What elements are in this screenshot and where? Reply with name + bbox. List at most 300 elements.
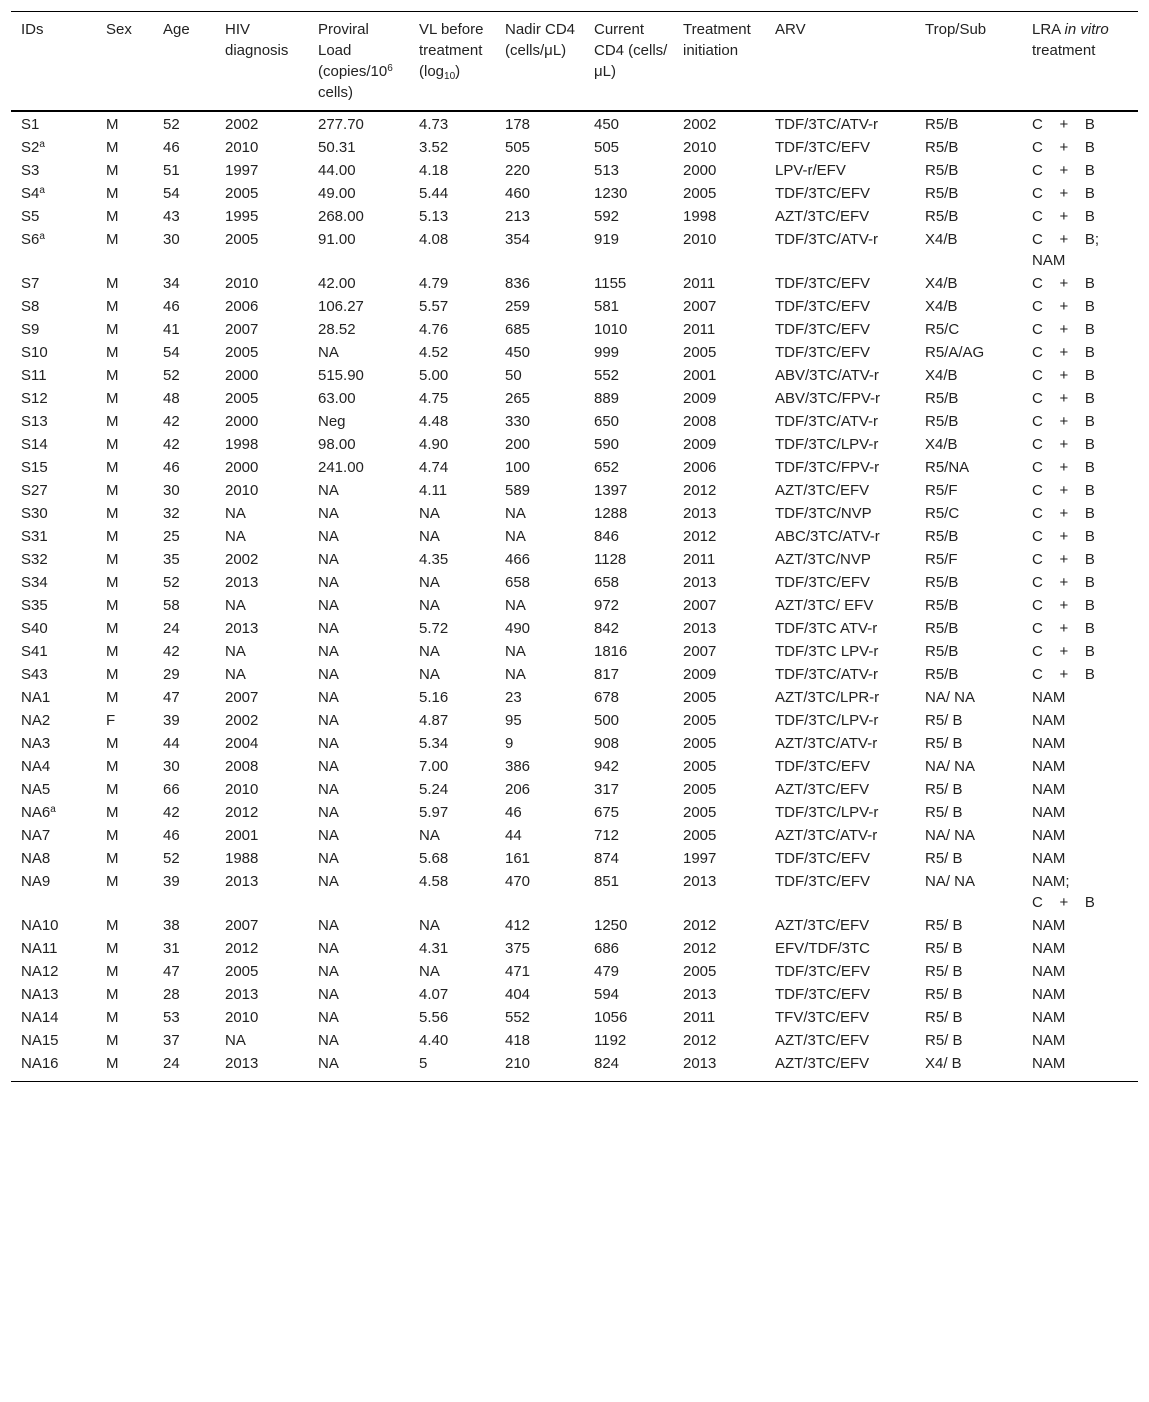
cell-lra-treatment-text: C + B: [1032, 321, 1095, 338]
table-row: [11, 434, 1138, 457]
cell-treatment-initiation-text: 2013: [683, 505, 717, 522]
cell-lra-treatment: [1022, 1007, 1138, 1030]
cell-arv: [765, 756, 915, 779]
cell-lra-treatment: [1022, 160, 1138, 183]
cell-treatment-initiation: [673, 160, 765, 183]
cell-id: [11, 457, 96, 480]
cell-vl: [409, 503, 495, 526]
cell-sex-text: M: [106, 940, 119, 957]
cell-arv-text: TDF/3TC/NVP: [775, 505, 872, 522]
cell-id-text: NA12: [21, 963, 59, 980]
cell-lra-treatment: [1022, 365, 1138, 388]
table-row: [11, 710, 1138, 733]
cell-hiv-diagnosis-text: 2008: [225, 758, 259, 775]
cell-trop-sub-text: R5/B: [925, 390, 959, 407]
cell-id: [11, 710, 96, 733]
cell-nadir-cd4-text: 354: [505, 231, 531, 248]
cell-hiv-diagnosis-text: 2005: [225, 344, 259, 361]
cell-sex: [96, 825, 153, 848]
cell-treatment-initiation: [673, 1007, 765, 1030]
cell-id: [11, 434, 96, 457]
cell-age: [153, 526, 215, 549]
cell-arv: [765, 825, 915, 848]
cell-id-text: S43: [21, 666, 48, 683]
cell-arv-text: TDF/3TC/EFV: [775, 139, 871, 156]
cell-id: [11, 802, 96, 825]
cell-treatment-initiation: [673, 687, 765, 710]
cell-age: [153, 1030, 215, 1053]
cell-hiv-diagnosis-text: 2013: [225, 986, 259, 1003]
cell-proviral-load: [308, 915, 409, 938]
cell-sex-text: M: [106, 275, 119, 292]
cell-sex-text: M: [106, 482, 119, 499]
cell-vl-text: NA: [419, 917, 440, 934]
cell-trop-sub: [915, 411, 1022, 434]
cell-trop-sub: [915, 319, 1022, 342]
cell-current-cd4-text: 919: [594, 231, 620, 248]
cell-lra-treatment-text: NAM: [1032, 940, 1066, 957]
cell-id: [11, 871, 96, 915]
cell-vl-text: 4.52: [419, 344, 449, 361]
cell-arv: [765, 710, 915, 733]
cell-current-cd4: [584, 434, 673, 457]
cell-trop-sub: [915, 503, 1022, 526]
cell-current-cd4-text: 824: [594, 1055, 620, 1072]
cell-id: [11, 687, 96, 710]
cell-lra-treatment: [1022, 961, 1138, 984]
cell-age: [153, 111, 215, 137]
cell-id: [11, 411, 96, 434]
table-row: [11, 664, 1138, 687]
cell-arv-text: TDF/3TC/ATV-r: [775, 231, 879, 248]
cell-treatment-initiation-text: 2009: [683, 436, 717, 453]
cell-treatment-initiation: [673, 319, 765, 342]
cell-current-cd4-text: 842: [594, 620, 620, 637]
cell-nadir-cd4: [495, 342, 584, 365]
cell-current-cd4-text: 712: [594, 827, 620, 844]
cell-proviral-load-text: NA: [318, 850, 339, 867]
cell-current-cd4: [584, 365, 673, 388]
header-sex: Sex: [106, 21, 132, 38]
cell-vl-text: NA: [419, 666, 440, 683]
cell-current-cd4: [584, 779, 673, 802]
header-lra-text: LRA: [1032, 21, 1065, 38]
cell-current-cd4: [584, 687, 673, 710]
cell-age: [153, 664, 215, 687]
cell-treatment-initiation: [673, 434, 765, 457]
cell-nadir-cd4-text: NA: [505, 597, 526, 614]
cell-trop-sub-text: R5/ B: [925, 940, 963, 957]
cell-age: [153, 1053, 215, 1082]
header-age: Age: [163, 21, 190, 38]
cell-trop-sub-text: NA/ NA: [925, 827, 976, 844]
cell-age-text: 43: [163, 208, 180, 225]
cell-age-text: 54: [163, 344, 180, 361]
cell-current-cd4-text: 678: [594, 689, 620, 706]
cell-hiv-diagnosis: [215, 848, 308, 871]
cell-nadir-cd4-text: 375: [505, 940, 531, 957]
cell-age-text: 24: [163, 1055, 180, 1072]
cell-vl-text: 7.00: [419, 758, 449, 775]
cell-id: [11, 526, 96, 549]
cell-lra-treatment-text: NAM: [1032, 827, 1066, 844]
cell-proviral-load: [308, 111, 409, 137]
cell-age-text: 34: [163, 275, 180, 292]
cell-proviral-load-text: NA: [318, 986, 339, 1003]
cell-age: [153, 595, 215, 618]
cell-sex: [96, 664, 153, 687]
cell-vl: [409, 111, 495, 137]
cell-vl: [409, 733, 495, 756]
cell-proviral-load-text: NA: [318, 917, 339, 934]
cell-age-text: 46: [163, 459, 180, 476]
cell-sex-text: M: [106, 321, 119, 338]
cell-nadir-cd4: [495, 160, 584, 183]
cell-hiv-diagnosis-text: 2013: [225, 873, 259, 890]
cell-proviral-load-text: NA: [318, 574, 339, 591]
cell-sex-text: M: [106, 505, 119, 522]
cell-current-cd4-text: 972: [594, 597, 620, 614]
cell-vl-text: 3.52: [419, 139, 449, 156]
cell-current-cd4-text: 1816: [594, 643, 628, 660]
cell-arv: [765, 572, 915, 595]
cell-proviral-load-text: 42.00: [318, 275, 356, 292]
cell-current-cd4-text: 505: [594, 139, 620, 156]
cell-proviral-load: [308, 871, 409, 915]
cell-trop-sub-text: R5/NA: [925, 459, 970, 476]
cell-id: [11, 342, 96, 365]
cell-sex: [96, 641, 153, 664]
cell-vl-text: 4.08: [419, 231, 449, 248]
cell-vl: [409, 1007, 495, 1030]
header-proviral-exponent: 6: [387, 63, 393, 74]
cell-proviral-load-text: NA: [318, 781, 339, 798]
cell-hiv-diagnosis: [215, 160, 308, 183]
cell-sex-text: M: [106, 873, 119, 890]
cell-hiv-diagnosis: [215, 457, 308, 480]
cell-current-cd4-text: 889: [594, 390, 620, 407]
cell-proviral-load-text: 50.31: [318, 139, 356, 156]
cell-nadir-cd4-text: 95: [505, 712, 522, 729]
cell-id-text: NA9: [21, 873, 51, 890]
table-row: [11, 779, 1138, 802]
cell-sex: [96, 984, 153, 1007]
cell-hiv-diagnosis-text: 1998: [225, 436, 259, 453]
cell-nadir-cd4: [495, 480, 584, 503]
cell-sex-text: M: [106, 436, 119, 453]
cell-proviral-load-text: NA: [318, 344, 339, 361]
cell-treatment-initiation-text: 2013: [683, 620, 717, 637]
cell-nadir-cd4: [495, 296, 584, 319]
cell-arv-text: TDF/3TC/LPV-r: [775, 436, 879, 453]
cell-age: [153, 206, 215, 229]
cell-current-cd4: [584, 273, 673, 296]
header-treatment-initiation: Treatment initiation: [683, 21, 751, 59]
cell-trop-sub: [915, 480, 1022, 503]
cell-id-text: S11: [21, 367, 47, 384]
cell-id: [11, 111, 96, 137]
cell-id-text: NA1: [21, 689, 51, 706]
cell-vl: [409, 480, 495, 503]
cell-sex-text: M: [106, 162, 119, 179]
cell-current-cd4: [584, 848, 673, 871]
cell-trop-sub-text: R5/B: [925, 597, 959, 614]
cell-arv: [765, 1007, 915, 1030]
cell-nadir-cd4-text: 470: [505, 873, 531, 890]
cell-hiv-diagnosis: [215, 779, 308, 802]
cell-lra-treatment-text: NAM: [1032, 963, 1066, 980]
cell-nadir-cd4-text: 9: [505, 735, 514, 752]
table-row: [11, 756, 1138, 779]
cell-trop-sub: [915, 664, 1022, 687]
cell-id: [11, 848, 96, 871]
cell-lra-treatment-text: NAM; C + B: [1032, 873, 1095, 911]
cell-sex: [96, 229, 153, 273]
cell-current-cd4-text: 1397: [594, 482, 628, 499]
cell-arv-text: TDF/3TC/LPV-r: [775, 712, 879, 729]
cell-current-cd4-text: 450: [594, 116, 620, 133]
cell-id-text: S14: [21, 436, 48, 453]
cell-hiv-diagnosis-text: 2013: [225, 574, 259, 591]
cell-arv: [765, 664, 915, 687]
cell-lra-treatment-text: NAM: [1032, 917, 1066, 934]
cell-sex: [96, 160, 153, 183]
cell-hiv-diagnosis: [215, 411, 308, 434]
cell-trop-sub: [915, 915, 1022, 938]
cell-treatment-initiation-text: 2007: [683, 643, 717, 660]
cell-arv-text: AZT/3TC/EFV: [775, 208, 870, 225]
table-row: [11, 273, 1138, 296]
cell-id-text: NA10: [21, 917, 59, 934]
cell-vl: [409, 229, 495, 273]
cell-nadir-cd4: [495, 687, 584, 710]
cell-age-text: 42: [163, 804, 180, 821]
cell-age: [153, 503, 215, 526]
cell-proviral-load-text: NA: [318, 873, 339, 890]
cell-id: [11, 984, 96, 1007]
cell-treatment-initiation: [673, 206, 765, 229]
cell-lra-treatment: [1022, 434, 1138, 457]
cell-id-text: S6: [21, 231, 40, 248]
cell-sex: [96, 1007, 153, 1030]
cell-id: [11, 572, 96, 595]
cell-trop-sub: [915, 710, 1022, 733]
table-row: [11, 319, 1138, 342]
cell-sex: [96, 183, 153, 206]
cell-treatment-initiation-text: 2011: [683, 1009, 716, 1026]
cell-lra-treatment-text: NAM: [1032, 986, 1066, 1003]
cell-vl: [409, 160, 495, 183]
cell-nadir-cd4: [495, 549, 584, 572]
table-row: [11, 641, 1138, 664]
cell-proviral-load-text: 44.00: [318, 162, 356, 179]
cell-lra-treatment: [1022, 572, 1138, 595]
cell-hiv-diagnosis-text: 2005: [225, 185, 259, 202]
cell-sex: [96, 296, 153, 319]
cell-current-cd4: [584, 618, 673, 641]
cell-sex: [96, 137, 153, 160]
cell-age-text: 39: [163, 873, 180, 890]
cell-treatment-initiation: [673, 411, 765, 434]
cell-age-text: 66: [163, 781, 180, 798]
cell-sex-text: M: [106, 551, 119, 568]
header-trop-sub: Trop/Sub: [925, 21, 987, 38]
cell-arv-text: TDF/3TC/EFV: [775, 873, 871, 890]
cell-current-cd4: [584, 1007, 673, 1030]
cell-hiv-diagnosis-text: 2010: [225, 1009, 259, 1026]
cell-nadir-cd4-text: 100: [505, 459, 531, 476]
cell-nadir-cd4: [495, 664, 584, 687]
cell-age: [153, 641, 215, 664]
cell-nadir-cd4-text: 404: [505, 986, 531, 1003]
cell-vl-text: 4.76: [419, 321, 449, 338]
cell-treatment-initiation: [673, 480, 765, 503]
cell-trop-sub-text: X4/B: [925, 298, 958, 315]
cell-age-text: 47: [163, 689, 180, 706]
cell-nadir-cd4-text: 490: [505, 620, 531, 637]
cell-id-text: NA16: [21, 1055, 59, 1072]
cell-vl: [409, 549, 495, 572]
cell-trop-sub: [915, 572, 1022, 595]
cell-arv-text: AZT/3TC/ EFV: [775, 597, 874, 614]
cell-arv-text: AZT/3TC/EFV: [775, 1055, 870, 1072]
cell-arv-text: TFV/3TC/EFV: [775, 1009, 870, 1026]
cell-treatment-initiation-text: 1998: [683, 208, 717, 225]
cell-proviral-load-text: NA: [318, 666, 339, 683]
cell-nadir-cd4: [495, 137, 584, 160]
cell-hiv-diagnosis-text: 2005: [225, 963, 259, 980]
cell-hiv-diagnosis-text: 2002: [225, 712, 259, 729]
cell-age: [153, 572, 215, 595]
header-hiv-diagnosis: HIV diagnosis: [225, 21, 289, 59]
cell-age-text: 54: [163, 185, 180, 202]
cell-current-cd4-text: 1288: [594, 505, 628, 522]
table-row: [11, 503, 1138, 526]
cell-current-cd4: [584, 1030, 673, 1053]
cell-proviral-load: [308, 549, 409, 572]
cell-id-text: NA2: [21, 712, 51, 729]
cell-id-text: S12: [21, 390, 48, 407]
cell-nadir-cd4: [495, 618, 584, 641]
cell-trop-sub: [915, 1053, 1022, 1082]
cell-sex-text: M: [106, 139, 119, 156]
cell-current-cd4-text: 479: [594, 963, 620, 980]
cell-id-text: NA15: [21, 1032, 59, 1049]
cell-hiv-diagnosis: [215, 825, 308, 848]
cell-sex-text: F: [106, 712, 116, 729]
cell-treatment-initiation-text: 2013: [683, 873, 717, 890]
cell-sex: [96, 1030, 153, 1053]
cell-id-text: S3: [21, 162, 40, 179]
cell-id: [11, 915, 96, 938]
cell-vl: [409, 296, 495, 319]
cell-hiv-diagnosis-text: 2007: [225, 917, 259, 934]
table-row: [11, 296, 1138, 319]
cell-proviral-load-text: 106.27: [318, 298, 364, 315]
cell-trop-sub-text: X4/B: [925, 275, 958, 292]
cell-hiv-diagnosis: [215, 961, 308, 984]
cell-age-text: 30: [163, 482, 180, 499]
cell-current-cd4: [584, 457, 673, 480]
cell-age-text: 38: [163, 917, 180, 934]
cell-vl-text: NA: [419, 963, 440, 980]
cell-vl: [409, 961, 495, 984]
cell-hiv-diagnosis: [215, 1007, 308, 1030]
cell-vl: [409, 319, 495, 342]
cell-trop-sub: [915, 802, 1022, 825]
cell-lra-treatment: [1022, 526, 1138, 549]
cell-treatment-initiation-text: 2005: [683, 712, 717, 729]
cell-treatment-initiation: [673, 984, 765, 1007]
cell-proviral-load: [308, 961, 409, 984]
cell-lra-treatment-text: NAM: [1032, 850, 1066, 867]
cell-vl-text: 4.87: [419, 712, 449, 729]
cell-lra-treatment-text: NAM: [1032, 689, 1066, 706]
cell-current-cd4: [584, 710, 673, 733]
cell-age: [153, 137, 215, 160]
cell-sex: [96, 1053, 153, 1082]
cell-proviral-load-text: NA: [318, 1055, 339, 1072]
cell-arv: [765, 388, 915, 411]
cell-nadir-cd4-text: NA: [505, 643, 526, 660]
cell-proviral-load: [308, 733, 409, 756]
cell-treatment-initiation: [673, 961, 765, 984]
cell-vl-text: 5.24: [419, 781, 449, 798]
cell-current-cd4-text: 650: [594, 413, 620, 430]
cell-trop-sub: [915, 848, 1022, 871]
cell-proviral-load-text: 91.00: [318, 231, 356, 248]
cell-arv: [765, 229, 915, 273]
cell-current-cd4-text: 1250: [594, 917, 628, 934]
cell-trop-sub: [915, 206, 1022, 229]
cell-age-text: 48: [163, 390, 180, 407]
cell-hiv-diagnosis: [215, 756, 308, 779]
cell-id-text: S8: [21, 298, 40, 315]
cell-trop-sub-text: X4/B: [925, 436, 958, 453]
cell-treatment-initiation-text: 2011: [683, 321, 716, 338]
cell-nadir-cd4-text: NA: [505, 505, 526, 522]
cell-age: [153, 411, 215, 434]
cell-proviral-load: [308, 137, 409, 160]
cell-nadir-cd4: [495, 1007, 584, 1030]
cell-sex-text: M: [106, 781, 119, 798]
cell-proviral-load-text: NA: [318, 689, 339, 706]
footnote-marker: a: [50, 804, 56, 815]
cell-trop-sub-text: R5/C: [925, 321, 960, 338]
cell-hiv-diagnosis-text: NA: [225, 666, 246, 683]
cell-treatment-initiation-text: 2013: [683, 1055, 717, 1072]
cell-age: [153, 871, 215, 915]
cell-sex: [96, 595, 153, 618]
table-row: [11, 480, 1138, 503]
cell-sex: [96, 733, 153, 756]
cell-hiv-diagnosis-text: 2012: [225, 804, 259, 821]
cell-arv-text: AZT/3TC/ATV-r: [775, 735, 878, 752]
cell-lra-treatment-text: NAM: [1032, 735, 1066, 752]
header-proviral-text: Proviral Load (copies/10: [318, 21, 388, 80]
cell-trop-sub: [915, 457, 1022, 480]
table-row: [11, 572, 1138, 595]
cell-sex-text: M: [106, 208, 119, 225]
cell-lra-treatment: [1022, 411, 1138, 434]
cell-arv-text: AZT/3TC/NVP: [775, 551, 871, 568]
cell-proviral-load: [308, 802, 409, 825]
cell-sex-text: M: [106, 827, 119, 844]
cell-proviral-load: [308, 342, 409, 365]
cell-trop-sub-text: X4/B: [925, 367, 958, 384]
cell-vl: [409, 756, 495, 779]
cell-treatment-initiation-text: 2006: [683, 459, 717, 476]
